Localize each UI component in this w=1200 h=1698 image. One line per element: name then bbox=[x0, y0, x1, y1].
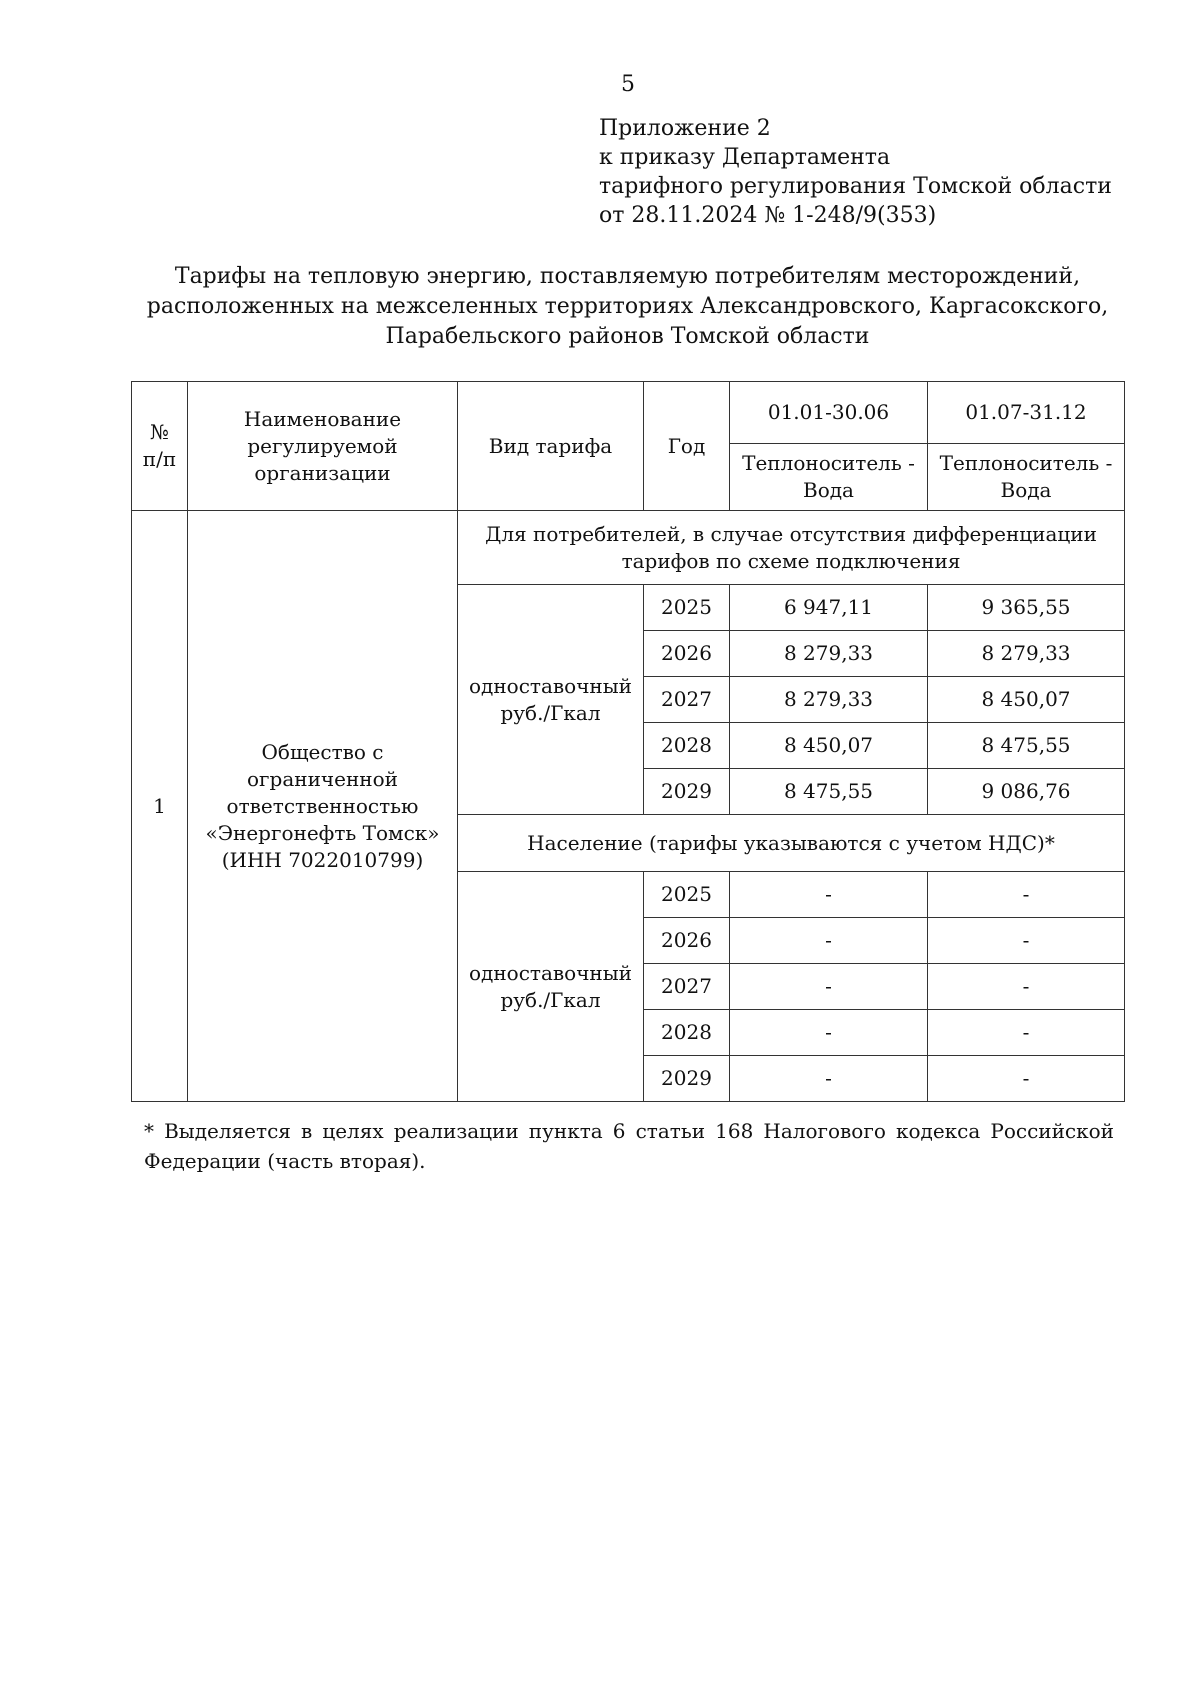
section-header-row bbox=[132, 511, 1125, 585]
title-line: Тарифы на тепловую энергию, поставляемую потребителям месторождений, bbox=[174, 264, 1081, 289]
year-cell: 2029 bbox=[644, 769, 730, 815]
year-cell: 2025 bbox=[644, 585, 730, 631]
page-number: 5 bbox=[621, 72, 635, 97]
tariff-h2-cell: 8 450,07 bbox=[928, 677, 1125, 723]
section-title bbox=[458, 511, 1125, 585]
document-title bbox=[130, 262, 1125, 352]
section-title-line: тарифов по схеме подключения bbox=[621, 548, 961, 573]
organization-name bbox=[188, 511, 458, 1102]
appendix-reference bbox=[599, 114, 1112, 230]
tariff-h1-cell: 8 279,33 bbox=[730, 677, 928, 723]
tariff-type-line: руб./Гкал bbox=[500, 987, 601, 1012]
header-number-line: п/п bbox=[142, 447, 177, 471]
organization-line: «Энергонефть Томск» bbox=[205, 820, 440, 845]
title-line: расположенных на межселенных территориях Александровского, Каргасокского, bbox=[146, 294, 1109, 319]
year-cell: 2027 bbox=[644, 677, 730, 723]
header-number bbox=[132, 382, 188, 511]
tariff-h2-cell: - bbox=[928, 918, 1125, 964]
header-tariff-type: Вид тарифа bbox=[458, 382, 644, 511]
tariff-h2-cell: - bbox=[928, 964, 1125, 1010]
section-title bbox=[458, 815, 1125, 872]
tariff-h2-cell: - bbox=[928, 872, 1125, 918]
tariff-type-cell bbox=[458, 872, 644, 1102]
tariff-h1-cell: - bbox=[730, 872, 928, 918]
year-cell: 2027 bbox=[644, 964, 730, 1010]
header-organization-line: организации bbox=[254, 460, 391, 485]
header-period-1: 01.01-30.06 bbox=[730, 382, 928, 444]
header-year: Год bbox=[644, 382, 730, 511]
tariff-h2-cell: - bbox=[928, 1010, 1125, 1056]
tariff-type-line: одноставочный bbox=[468, 673, 633, 698]
tariff-h1-cell: 8 450,07 bbox=[730, 723, 928, 769]
tariff-h1-cell: - bbox=[730, 918, 928, 964]
header-carrier-line: Вода bbox=[1000, 478, 1052, 502]
header-organization bbox=[188, 382, 458, 511]
header-number-line: № bbox=[150, 420, 169, 444]
year-cell: 2025 bbox=[644, 872, 730, 918]
tariff-type-line: руб./Гкал bbox=[500, 700, 601, 725]
tariff-h1-cell: - bbox=[730, 1056, 928, 1102]
year-cell: 2028 bbox=[644, 1010, 730, 1056]
appendix-line: к приказу Департамента bbox=[599, 145, 891, 170]
year-cell: 2028 bbox=[644, 723, 730, 769]
tariff-h1-cell: - bbox=[730, 1010, 928, 1056]
tariff-table bbox=[131, 381, 1125, 1102]
tariff-type-cell bbox=[458, 585, 644, 815]
organization-line: ответственностью bbox=[226, 793, 419, 818]
title-line: Парабельского районов Томской области bbox=[385, 324, 870, 349]
year-cell: 2026 bbox=[644, 918, 730, 964]
organization-line: Общество с bbox=[261, 739, 384, 764]
tariff-h2-cell: 9 365,55 bbox=[928, 585, 1125, 631]
organization-line: ограниченной bbox=[247, 766, 398, 791]
tariff-h2-cell: 8 475,55 bbox=[928, 723, 1125, 769]
footnote: * Выделяется в целях реализации пункта 6 статьи 168 Налогового кодекса Российской Федерации (часть вторая). bbox=[144, 1119, 1114, 1173]
organization-line: (ИНН 7022010799) bbox=[221, 847, 424, 872]
tariff-h1-cell: 8 279,33 bbox=[730, 631, 928, 677]
header-carrier-line: Вода bbox=[803, 478, 854, 502]
section-title-line: Для потребителей, в случае отсутствия дифференциации bbox=[485, 521, 1097, 546]
header-organization-line: регулируемой bbox=[247, 433, 398, 458]
header-carrier-line: Теплоноситель - bbox=[742, 451, 915, 475]
header-row bbox=[132, 382, 1125, 444]
appendix-line: Приложение 2 bbox=[599, 116, 771, 141]
header-period-2: 01.07-31.12 bbox=[928, 382, 1125, 444]
header-carrier-1 bbox=[730, 444, 928, 511]
appendix-line: тарифного регулирования Томской области bbox=[599, 174, 1112, 199]
header-carrier-2 bbox=[928, 444, 1125, 511]
tariff-h2-cell: - bbox=[928, 1056, 1125, 1102]
row-number: 1 bbox=[132, 511, 188, 1102]
tariff-h1-cell: 6 947,11 bbox=[730, 585, 928, 631]
header-carrier-line: Теплоноситель - bbox=[939, 451, 1113, 475]
year-cell: 2026 bbox=[644, 631, 730, 677]
tariff-h2-cell: 9 086,76 bbox=[928, 769, 1125, 815]
tariff-type-line: одноставочный bbox=[468, 960, 633, 985]
year-cell: 2029 bbox=[644, 1056, 730, 1102]
appendix-line: от 28.11.2024 № 1-248/9(353) bbox=[599, 203, 937, 228]
section-title-line: Население (тарифы указываются с учетом НДС)* bbox=[527, 830, 1055, 855]
tariff-h2-cell: 8 279,33 bbox=[928, 631, 1125, 677]
header-organization-line: Наименование bbox=[243, 406, 402, 431]
tariff-h1-cell: - bbox=[730, 964, 928, 1010]
tariff-h1-cell: 8 475,55 bbox=[730, 769, 928, 815]
